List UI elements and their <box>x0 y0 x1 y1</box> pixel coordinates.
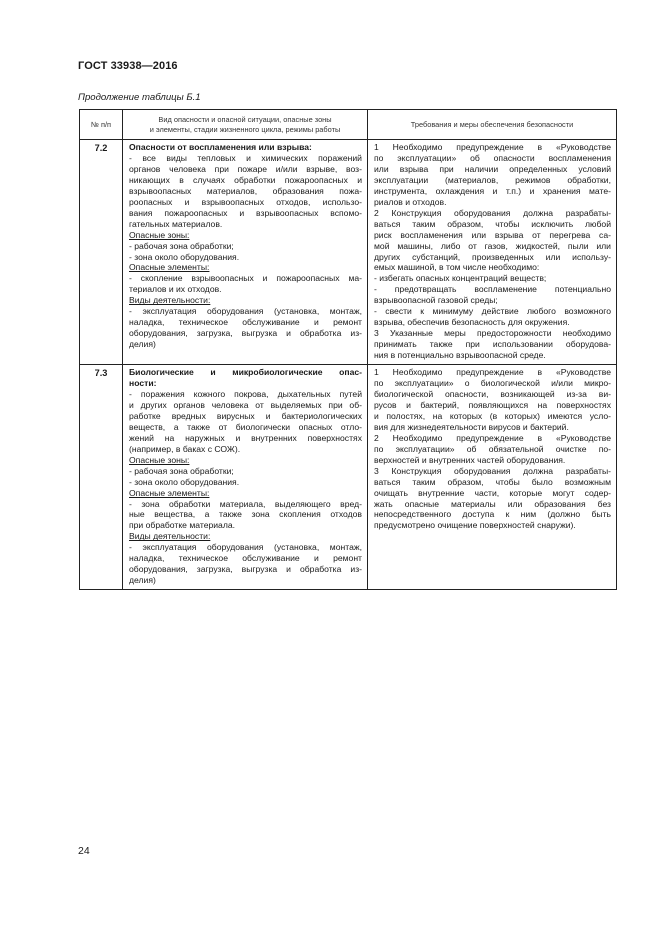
text-line: работке вредных вирусных и бактериологических <box>129 410 362 421</box>
text-line: риск воспламенения или взрыва от перегрева са- <box>374 229 611 240</box>
text-line: риалов и отходов. <box>374 196 447 207</box>
text-line: мой машины, либо от газов, жидкостей, пыли или <box>374 240 611 251</box>
text-line: предусмотрено очищение поверхностей снаружи). <box>374 520 576 531</box>
table-row <box>80 365 617 590</box>
text-line: веществ, а также от биологически опасных отло- <box>129 421 362 432</box>
text-line: взрыва, обеспечив безопасность для окружения. <box>374 317 570 328</box>
text-line: - эксплуатация оборудования (установка, монтаж, <box>129 542 362 553</box>
row-number: 7.2 <box>80 140 123 365</box>
text-line: по эксплуатации» о биологической и/или микро- <box>374 378 611 389</box>
text-line: териалов и их отходов. <box>129 284 222 295</box>
text-line: Опасные элементы: <box>129 262 210 273</box>
text-line: других субстанций, произведенных или использу- <box>374 251 611 262</box>
text-line: непосредственного доступа к ним (должно быть <box>374 509 611 520</box>
text-line: ваться таким образом, чтобы исключить любой <box>374 218 611 229</box>
text-line: и полостях, на которых (в которых) имеются усло- <box>374 410 611 421</box>
text-line: взрывоопасной газовой среды; <box>374 295 498 306</box>
text-line: - избегать опасных концентраций веществ; <box>374 273 547 284</box>
column-header-hazard: Вид опасности и опасной ситуации, опасные зоны и элементы, стадии жизненного цикла, режимы работы <box>123 110 368 140</box>
text-line: - рабочая зона обработки; <box>129 240 234 251</box>
document-header: ГОСТ 33938—2016 <box>78 60 178 72</box>
column-header-requirements: Требования и меры обеспечения безопасности <box>368 110 617 140</box>
text-line: вия для жизнедеятельности вирусов и бактерий. <box>374 421 569 432</box>
text-line: емых машиной, в том числе необходимо: <box>374 262 540 273</box>
text-line: - зона около оборудования. <box>129 251 240 262</box>
page-number: 24 <box>78 845 90 857</box>
table-row <box>80 140 617 365</box>
text-line: 2 Конструкция оборудования должна разрабаты- <box>374 207 611 218</box>
text-line: наладка, техническое обслуживание и ремонт <box>129 553 362 564</box>
text-line: ные вещества, а также зона скопления отходов <box>129 509 362 520</box>
table-continuation-label: Продолжение таблицы Б.1 <box>78 92 201 103</box>
text-line: принимать также при использовании оборудова- <box>374 339 611 350</box>
text-line: по эксплуатации» об опасности воспламенения <box>374 152 611 163</box>
text-line: 3 Конструкция оборудования должна разрабаты- <box>374 465 611 476</box>
text-line: - свести к минимуму действие любого возможного <box>374 306 611 317</box>
text-line: 1 Необходимо предупреждение в «Руководстве <box>374 367 611 378</box>
text-line: эксплуатации (материалов, режимов обработки, <box>374 174 611 185</box>
text-line: взрывоопасных материалов, образования пожа- <box>129 185 362 196</box>
table-header-row <box>80 110 617 140</box>
text-line: - зона около оборудования. <box>129 476 240 487</box>
text-line: никающих в случаях обработки пожароопасных и <box>129 174 362 185</box>
text-line: Биологические и микробиологические опас- <box>129 367 362 378</box>
text-line: русов и бактерий, появляющихся на поверхностях <box>374 399 611 410</box>
text-line: верхностей и внутренних частей оборудования. <box>374 454 566 465</box>
text-line: инструмента, охлаждения и т.п.) и хранения мате- <box>374 185 611 196</box>
text-line: Опасные элементы: <box>129 487 210 498</box>
text-line: оборудования, загрузка, выгрузка и обработка из- <box>129 328 362 339</box>
text-line: оборудования, загрузка, выгрузка и обработка из- <box>129 564 362 575</box>
safety-table <box>79 109 617 590</box>
text-line: 3 Указанные меры предосторожности необходимо <box>374 328 611 339</box>
text-line: биологической опасности, возникающей из-за ви- <box>374 388 611 399</box>
text-line: - зона обработки материала, выделяющего вред- <box>129 498 362 509</box>
text-line: делия) <box>129 575 156 586</box>
column-header-number: № п/п <box>80 110 123 140</box>
row-number: 7.3 <box>80 365 123 590</box>
text-line: Опасные зоны: <box>129 454 190 465</box>
text-line: очищать внутренние части, которые могут содер- <box>374 487 611 498</box>
table-body <box>80 140 617 590</box>
text-line: - предотвращать воспламенение потенциально <box>374 284 611 295</box>
text-line: ния в потенциально взрывоопасной среде. <box>374 350 546 361</box>
text-line: - скопление взрывоопасных и пожароопасных ма- <box>129 273 362 284</box>
safety-requirements-cell <box>368 140 617 365</box>
text-line: - все виды тепловых и химических поражений <box>129 152 362 163</box>
text-line: и других органов человека от выделяемых при об- <box>129 399 362 410</box>
text-line: 2 Необходимо предупреждение в «Руководстве <box>374 432 611 443</box>
safety-requirements-cell <box>368 365 617 590</box>
text-line: роопасных и взрывоопасных отходов, использо- <box>129 196 362 207</box>
text-line: или взрыва при наличии определенных условий <box>374 163 611 174</box>
text-line: Виды деятельности: <box>129 531 211 542</box>
text-line: ваться таким образом, чтобы было возможным <box>374 476 611 487</box>
text-line: (например, в баках с СОЖ). <box>129 443 241 454</box>
text-line: делия) <box>129 339 156 350</box>
hazard-description-cell <box>123 365 368 590</box>
text-line: - поражения кожного покрова, дыхательных путей <box>129 388 362 399</box>
text-line: - рабочая зона обработки; <box>129 465 234 476</box>
text-line: ности: <box>129 378 157 389</box>
text-line: жений на наружных и внутренних поверхностях <box>129 432 362 443</box>
text-line: гательных материалов. <box>129 218 223 229</box>
text-line: наладка, техническое обслуживание и ремонт <box>129 317 362 328</box>
text-line: Опасные зоны: <box>129 229 190 240</box>
text-line: органов человека при пожаре и/или взрыве, воз- <box>129 163 362 174</box>
text-line: при обработке материала. <box>129 520 236 531</box>
text-line: - эксплуатация оборудования (установка, монтаж, <box>129 306 362 317</box>
text-line: жать опасные материалы или образования без <box>374 498 611 509</box>
text-line: Виды деятельности: <box>129 295 211 306</box>
hazard-description-cell <box>123 140 368 365</box>
text-line: вания пожароопасных и взрывоопасных вспомо- <box>129 207 362 218</box>
text-line: по эксплуатации» об обязательной очистке по- <box>374 443 611 454</box>
text-line: 1 Необходимо предупреждение в «Руководстве <box>374 142 611 152</box>
text-line: Опасности от воспламенения или взрыва: <box>129 142 312 152</box>
